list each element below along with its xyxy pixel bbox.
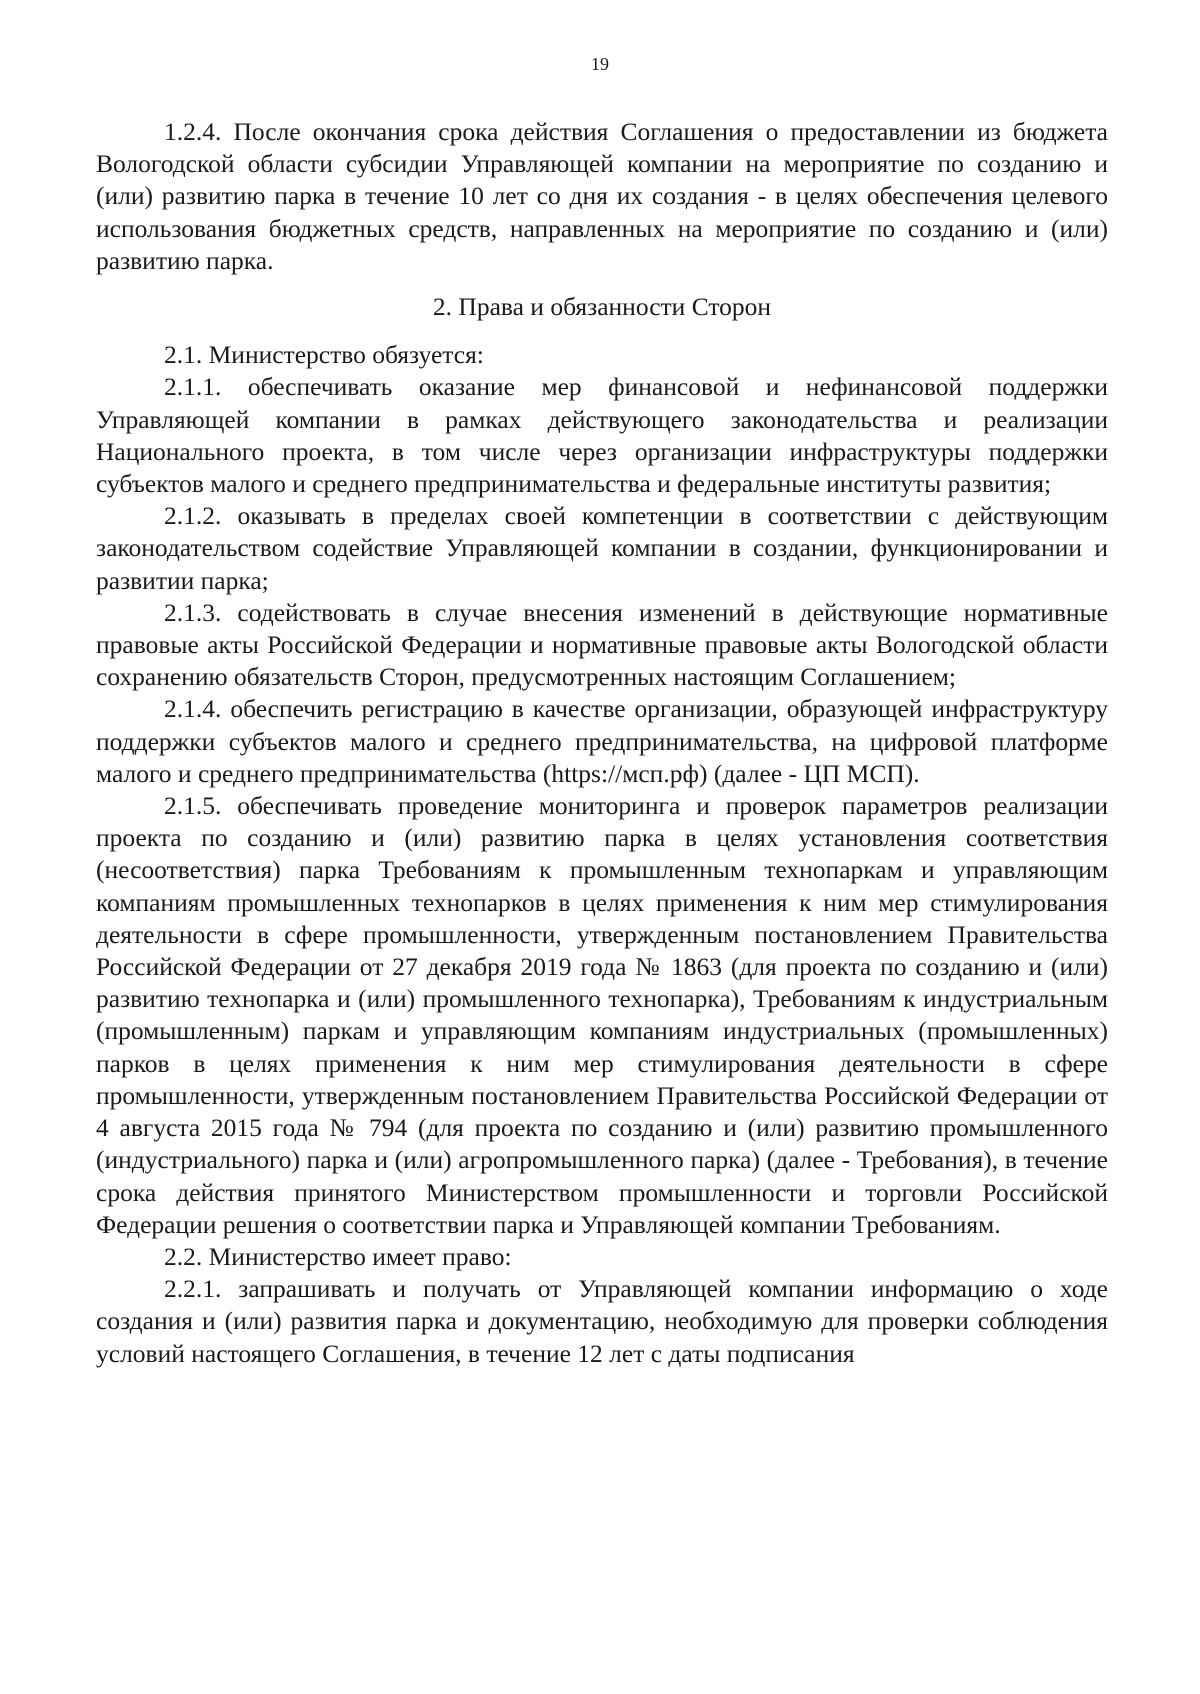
paragraph-2-1: 2.1. Министерство обязуется: — [164, 340, 484, 370]
paragraph-2-1-3: 2.1.3. содействовать в случае внесения изменений в действующие нормативные правовые акты Российской Федерации и нормативные правовые акты Вологодской области сохранению обязательств Сторон, предусмотренных настоящим Соглашением; — [96, 597, 1108, 692]
paragraph-2-1-2: 2.1.2. оказывать в пределах своей компетенции в соответствии с действующим законодательством содействие Управляющей компании в создании, функционировании и развитии парка; — [96, 501, 1108, 595]
paragraph-2-1-4: 2.1.4. обеспечить регистрацию в качестве организации, образующей инфраструктуру поддержки субъектов малого и среднего предпринимательства, на цифровой платформе малого и среднего предпринимательства (https://мсп.рф) (далее - ЦП МСП). — [96, 694, 1108, 788]
paragraph-1-2-4: 1.2.4. После окончания срока действия Соглашения о предоставлении из бюджета Вологодской области субсидии Управляющей компании на мероприятие по созданию и (или) развитию парка в течение 10 лет со дня их создания - в целях обеспечения целевого использования бюджетных средств, направленных на мероприятие по созданию и (или) развитию парка. — [96, 117, 1108, 275]
page-number: 19 — [591, 54, 609, 74]
paragraph-2-1-1: 2.1.1. обеспечивать оказание мер финансовой и нефинансовой поддержки Управляющей компании в рамках действующего законодательства и реализации Национального проекта, в том числе через организации инфраструктуры поддержки субъектов малого и среднего предпринимательства и федеральные институты развития; — [96, 372, 1108, 499]
section-heading: 2. Права и обязанности Сторон — [432, 292, 772, 322]
document-body — [96, 116, 1108, 1370]
paragraph-2-2: 2.2. Министерство имеет право: — [164, 1241, 512, 1271]
paragraph-2-2-1: 2.2.1. запрашивать и получать от Управляющей компании информацию о ходе создания и (или) развития парка и документацию, необходимую для проверки соблюдения условий настоящего Соглашения, в течение 12 лет с даты подписания — [96, 1274, 1108, 1368]
paragraph-2-1-5: 2.1.5. обеспечивать проведение мониторинга и проверок параметров реализации проекта по созданию и (или) развитию парка в целях установления соответствия (несоответствия) парка Требованиям к промышленным технопаркам и управляющим компаниям промышленных технопарков в целях применения к ним мер стимулирования деятельности в сфере промышленности, утвержденным постановлением Правительства Российской Федерации от 27 декабря 2019 года № 1863 (для проекта по созданию и (или) развитию технопарка и (или) промышленного технопарка), Требованиям к индустриальным (промышленным) паркам и управляющим компаниям индустриальных (промышленных) парков в целях применения к ним мер стимулирования деятельности в сфере промышленности, утвержденным постановлением Правительства Российской Федерации от 4 августа 2015 года № 794 (для проекта по созданию и (или) развитию промышленного (индустриального) парка и (или) агропромышленного парка) (далее - Требования), в течение срока действия принятого Министерством промышленности и торговли Российской Федерации решения о соответствии парка и Управляющей компании Требованиям. — [96, 791, 1108, 1239]
